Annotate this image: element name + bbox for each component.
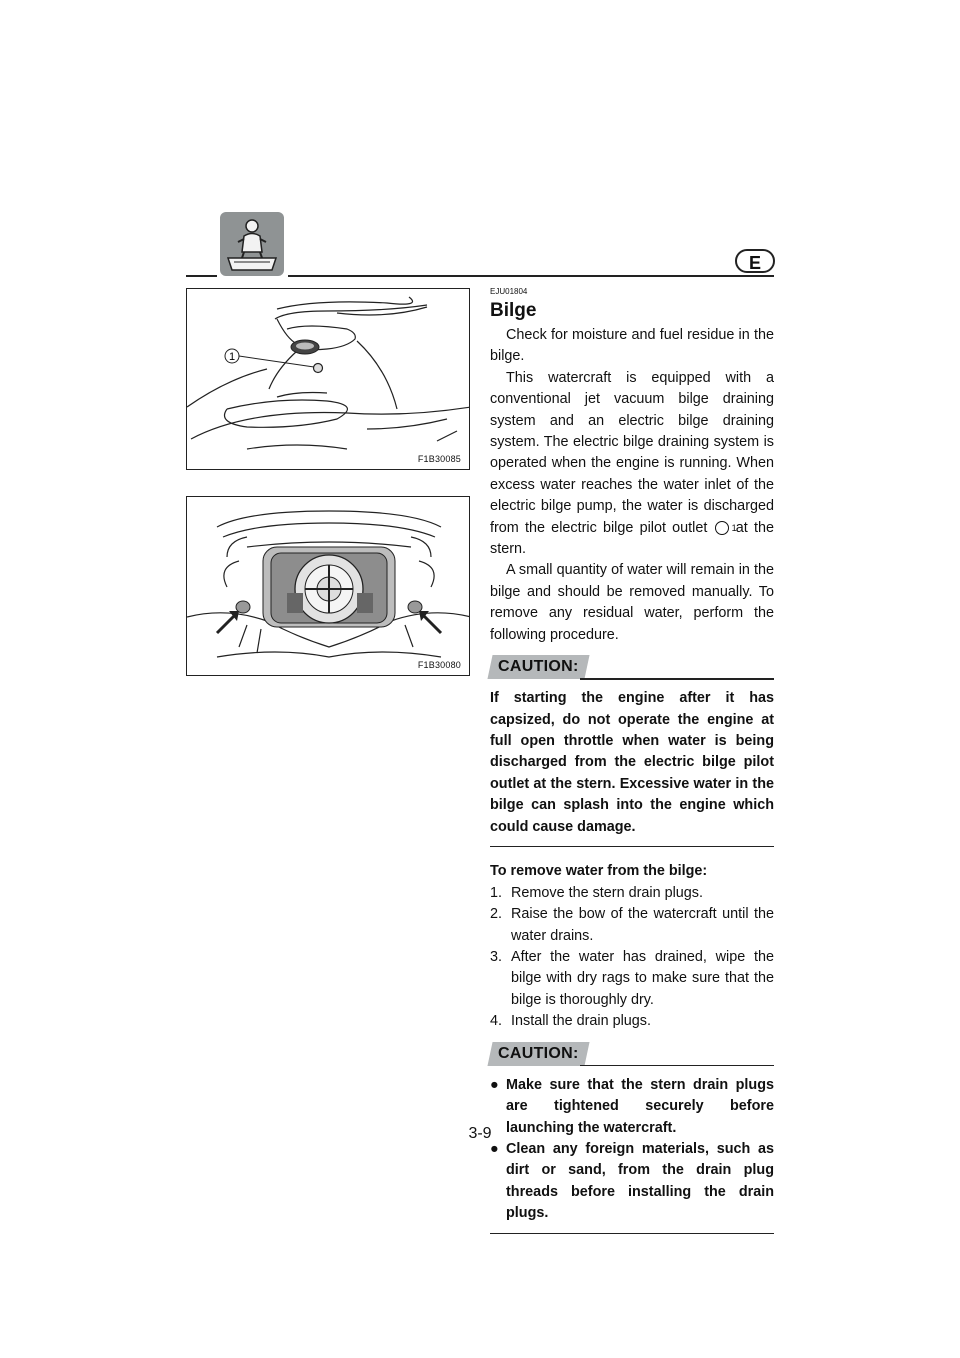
figure-code: F1B30080 (417, 660, 461, 670)
header-rule-left (186, 275, 217, 277)
caution-rule (580, 1065, 774, 1067)
procedure-step: 1. Remove the stern drain plugs. (490, 884, 703, 901)
watercraft-rider-icon (220, 212, 284, 276)
caution-label: CAUTION: (487, 655, 589, 679)
caution-bullet: ● Clean any foreign materials, such as dirt or sand, from the drain plug threads before installing the drain plugs. (490, 1140, 774, 1222)
procedure-step: 2. Raise the bow of the watercraft until the water drains. (490, 906, 774, 944)
callout-ref-1: 1 (715, 521, 729, 535)
page-number: 3-9 (468, 1125, 492, 1142)
caution-rule (580, 678, 774, 680)
caution-label: CAUTION: (487, 1042, 589, 1066)
procedure-step: 4. Install the drain plugs. (490, 1013, 651, 1030)
paragraph-bilge-systems-end: at the stern. (490, 519, 774, 558)
figure-stern-drain-plugs (186, 496, 470, 676)
caution-end-rule (490, 1233, 774, 1235)
caution-bullet: ● Make sure that the stern drain plugs are tightened securely before launching the watercraft. (490, 1076, 774, 1136)
caution-header (490, 1042, 774, 1069)
text-column (490, 287, 774, 1234)
figure-seat-pilot-outlet (186, 288, 470, 470)
figure-code: F1B30085 (417, 454, 461, 464)
procedure-heading: To remove water from the bilge: (490, 863, 708, 880)
watercraft-stern-illustration (187, 497, 470, 676)
section-title: Bilge (490, 300, 537, 321)
caution-text: If starting the engine after it has capsized, do not operate the engine at full open throttle when water is being discharged from the electric bilge pilot outlet at the stern. Excessive water in the bilge can splash into the engine which could cause damage. (490, 690, 774, 835)
header-rule-right (288, 275, 774, 277)
caution-header (490, 655, 774, 682)
paragraph-moisture: Check for moisture and fuel residue in the bilge. (490, 327, 774, 365)
watercraft-seat-illustration (187, 289, 470, 470)
paragraph-residual-water: A small quantity of water will remain in the bilge and should be removed manually. To remove any residual water, perform the following procedure. (490, 562, 774, 643)
paragraph-bilge-systems-text: This watercraft is equipped with a conventional jet vacuum bilge draining system and an electric bilge draining system. The electric bilge draining system is operated when the engine is running. When excess water reaches the water inlet of the electric bilge pump, the water is discharged from the electric bilge pilot outlet (490, 369, 774, 536)
section-code: EJU01804 (490, 287, 528, 296)
language-badge: E (735, 249, 775, 273)
callout-1: 1 (228, 351, 236, 363)
paragraph-bilge-systems (490, 368, 774, 561)
procedure-step: 3. After the water has drained, wipe the bilge with dry rags to make sure that the bilge is thoroughly dry. (490, 949, 774, 1008)
